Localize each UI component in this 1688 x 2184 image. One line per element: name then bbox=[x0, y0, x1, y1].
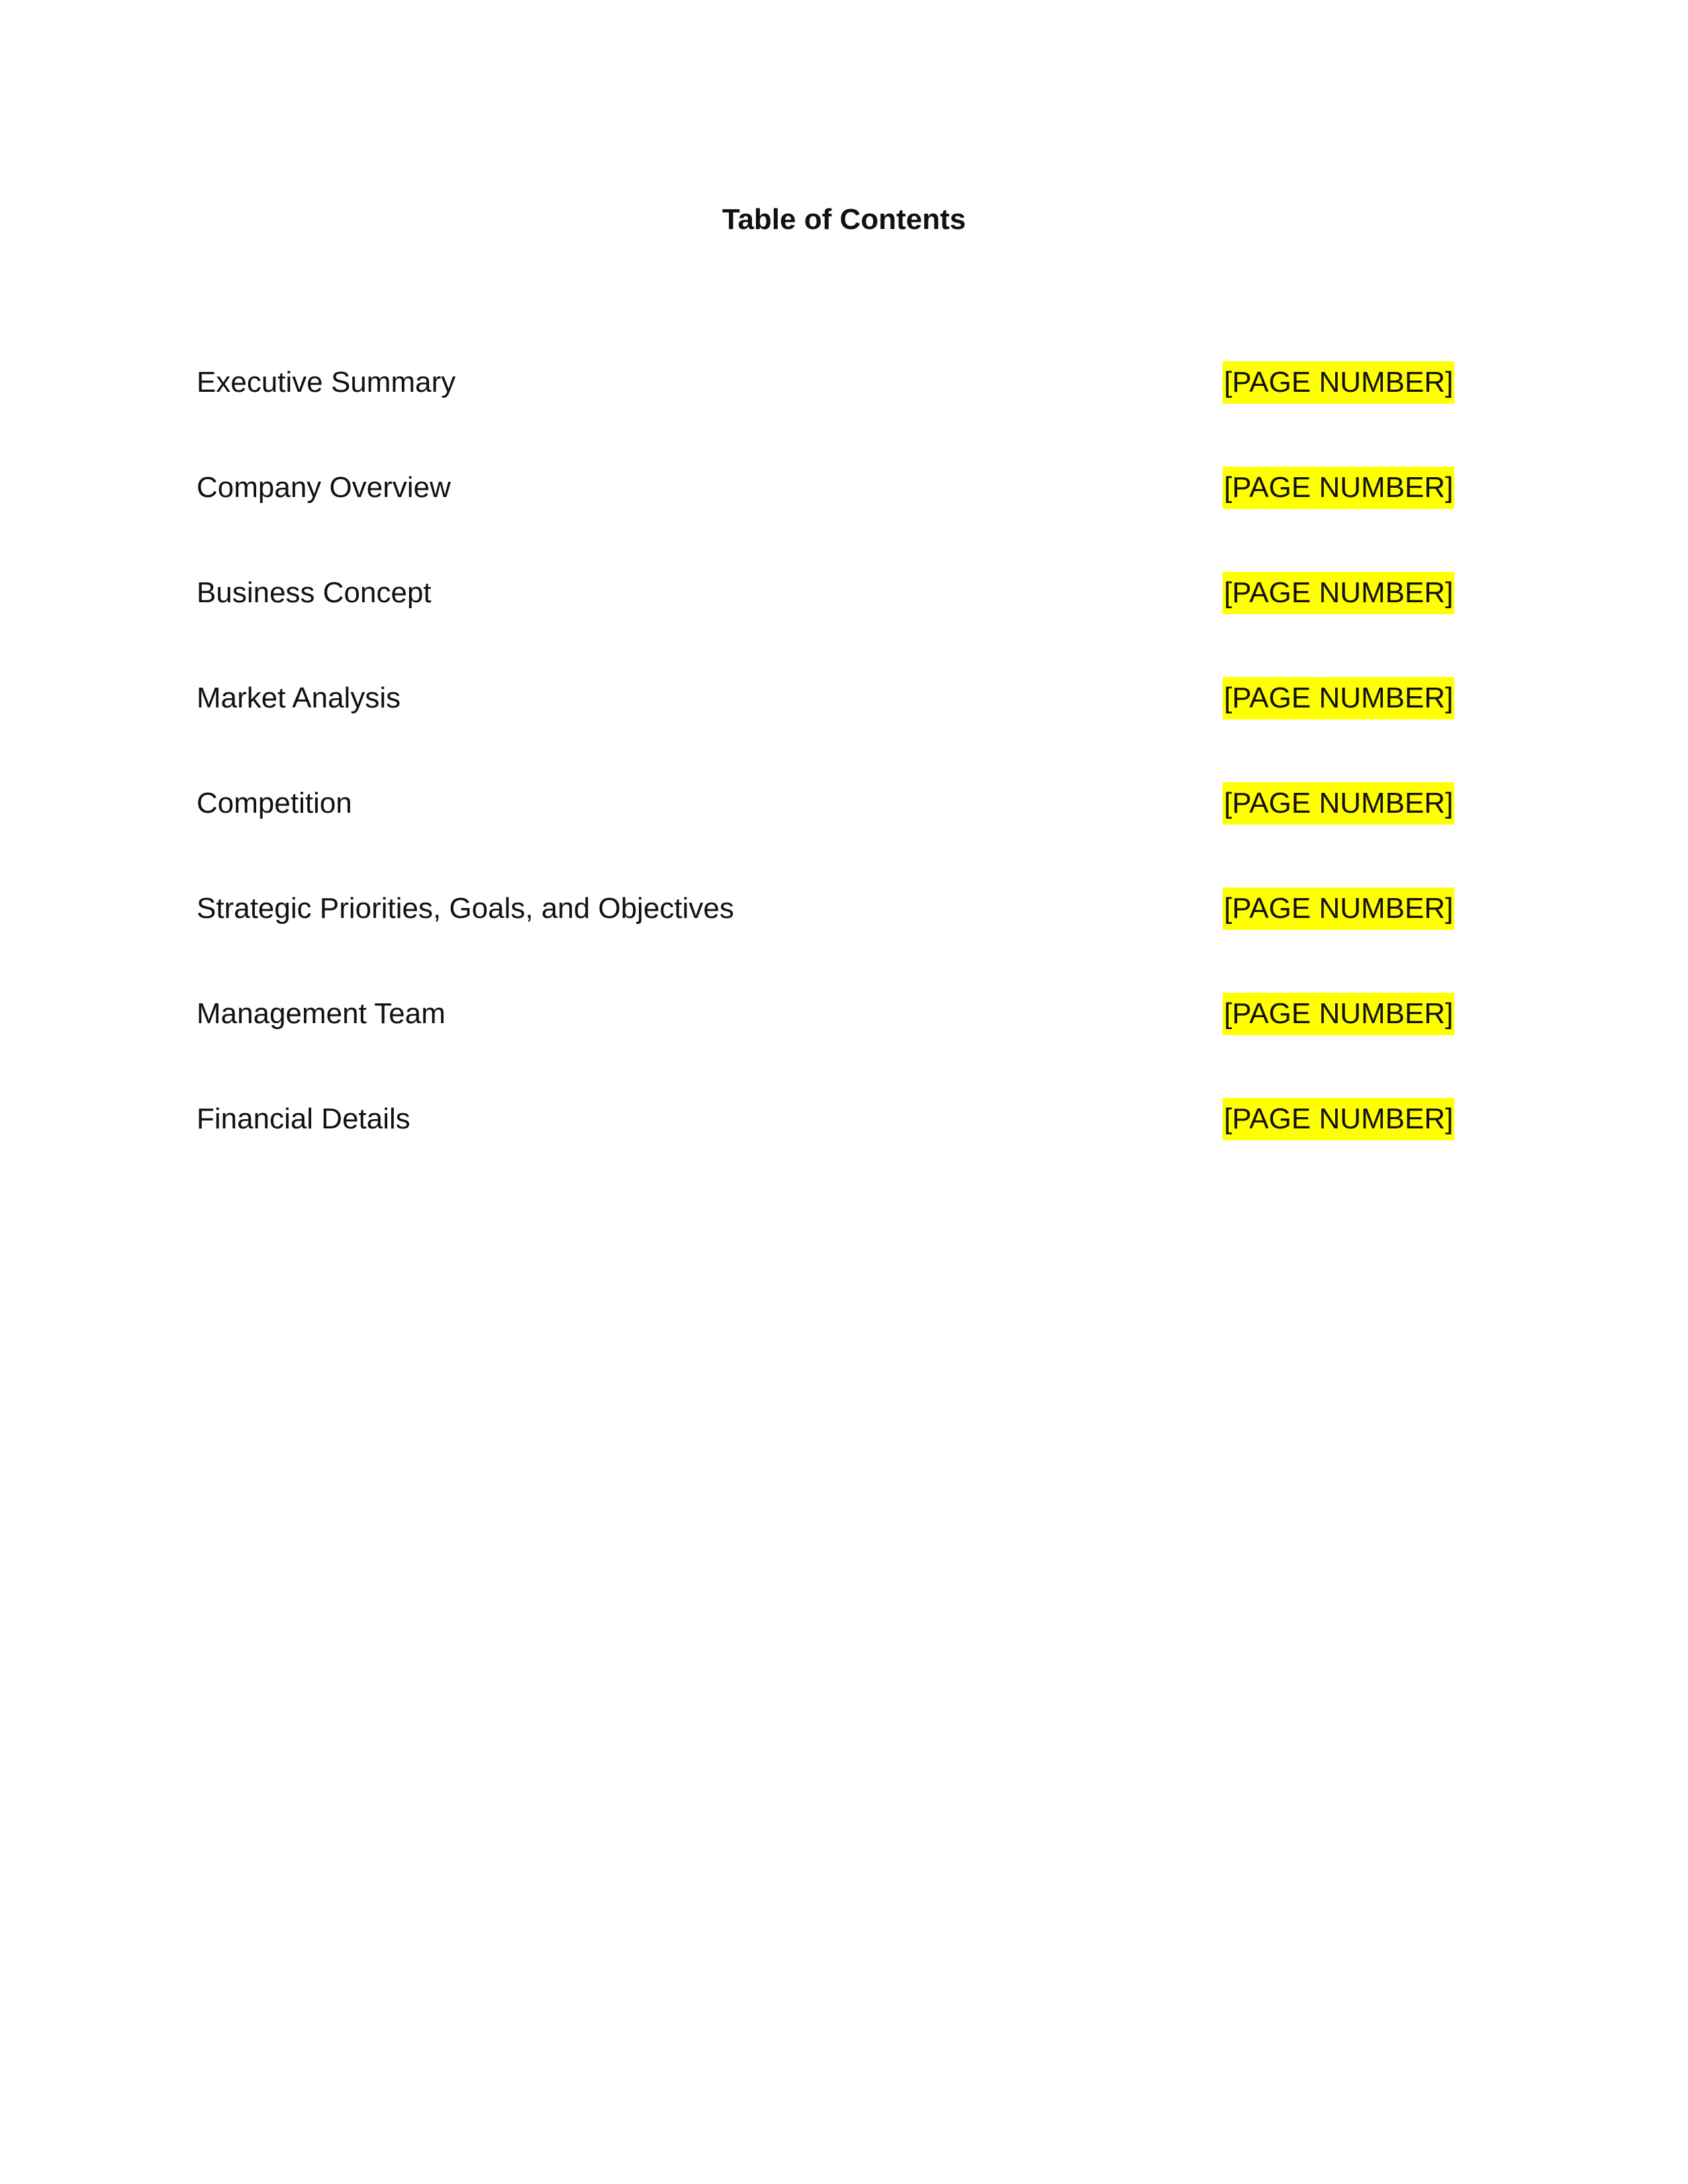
toc-entry-label: Strategic Priorities, Goals, and Objectives bbox=[197, 892, 734, 925]
toc-entry-market-analysis bbox=[197, 677, 1454, 782]
toc-entry-page-number: [PAGE NUMBER] bbox=[1223, 782, 1454, 825]
toc-entry-label: Executive Summary bbox=[197, 366, 456, 398]
toc-entry-page-number: [PAGE NUMBER] bbox=[1223, 887, 1454, 930]
toc-entry-executive-summary bbox=[197, 361, 1454, 467]
toc-entry-page-number: [PAGE NUMBER] bbox=[1223, 1098, 1454, 1140]
toc-entry-business-concept bbox=[197, 572, 1454, 677]
toc-entry-management-team bbox=[197, 993, 1454, 1098]
page-title: Table of Contents bbox=[722, 203, 966, 236]
toc-entry-label: Business Concept bbox=[197, 576, 432, 609]
toc-entry-page-number: [PAGE NUMBER] bbox=[1223, 677, 1454, 719]
toc-entry-page-number: [PAGE NUMBER] bbox=[1223, 361, 1454, 404]
toc-entry-company-overview bbox=[197, 467, 1454, 572]
toc-entry-label: Market Analysis bbox=[197, 682, 401, 714]
toc-entry-page-number: [PAGE NUMBER] bbox=[1223, 572, 1454, 614]
toc-entry-page-number: [PAGE NUMBER] bbox=[1223, 467, 1454, 509]
toc-entry-competition bbox=[197, 782, 1454, 887]
toc-entry-strategic-priorities bbox=[197, 887, 1454, 993]
toc-entry-financial-details bbox=[197, 1098, 1454, 1203]
toc-entry-label: Financial Details bbox=[197, 1103, 410, 1135]
toc-entry-label: Company Overview bbox=[197, 471, 451, 504]
toc-entry-page-number: [PAGE NUMBER] bbox=[1223, 993, 1454, 1035]
toc-list bbox=[197, 361, 1454, 1203]
toc-entry-label: Competition bbox=[197, 787, 352, 819]
toc-entry-label: Management Team bbox=[197, 997, 445, 1030]
